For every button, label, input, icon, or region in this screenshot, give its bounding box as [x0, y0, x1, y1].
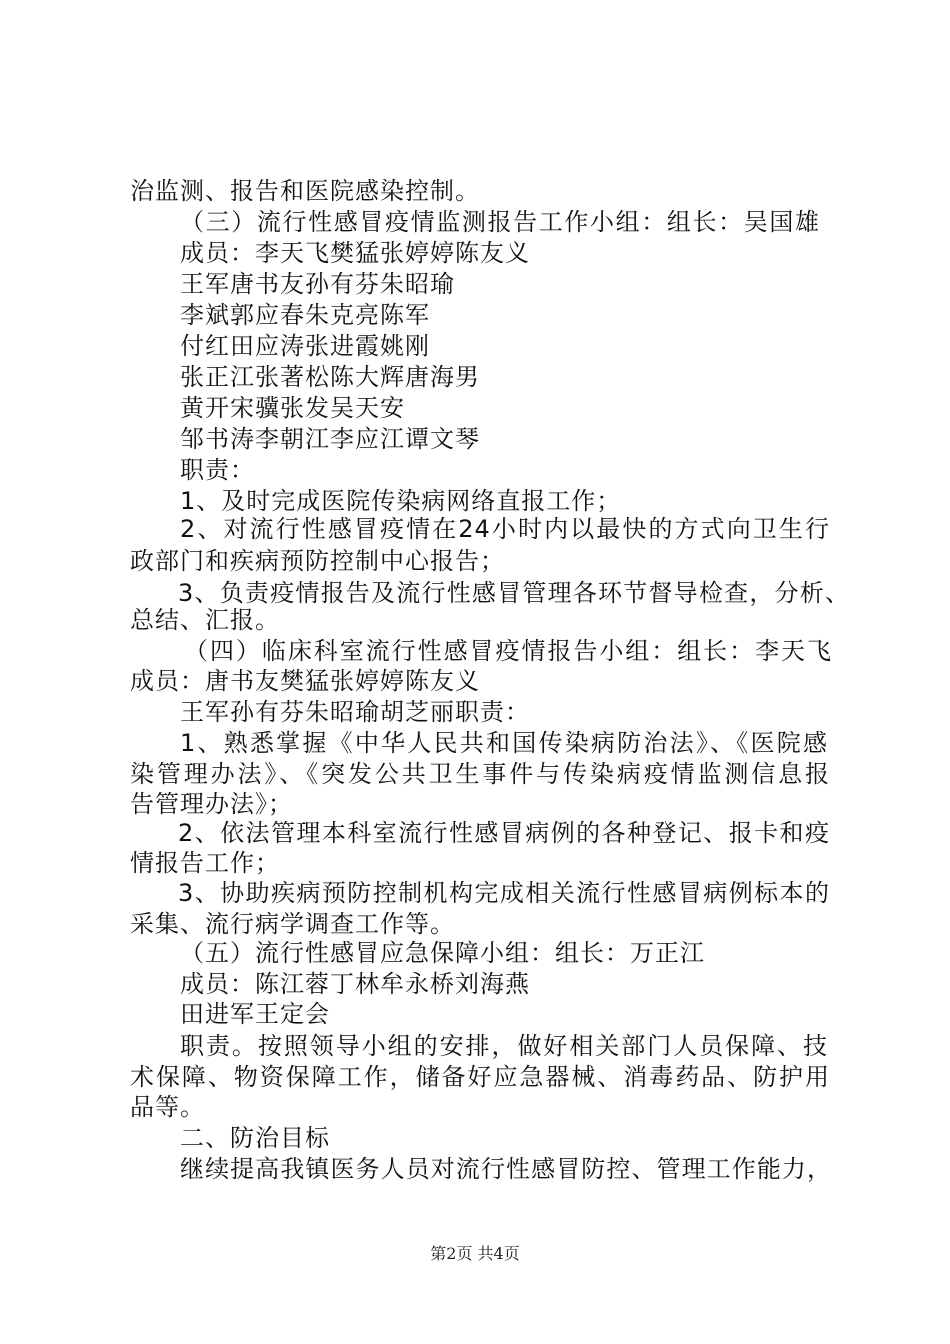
- text-line: 黄开宋骥张发吴天安: [180, 394, 405, 422]
- text-line: 李斌郭应春朱克亮陈军: [180, 301, 430, 329]
- text-line: 告管理办法》；: [130, 790, 293, 818]
- text-line: 品等。: [130, 1093, 205, 1121]
- text-line: （五）流行性感冒应急保障小组：组长：万正江: [180, 939, 705, 967]
- text-line: 情报告工作；: [130, 849, 280, 877]
- text-line: 采集、流行病学调查工作等。: [130, 910, 455, 938]
- text-line: 染管理办法》、《突发公共卫生事件与传染病疫情监测信息报: [130, 760, 830, 788]
- text-line: 总结、汇报。: [130, 606, 280, 634]
- text-line: 职责。按照领导小组的安排，做好相关部门人员保障、技: [180, 1032, 828, 1060]
- text-line: 成员：陈江蓉丁林牟永桥刘海燕: [180, 970, 530, 998]
- text-line: 职责：: [180, 456, 255, 484]
- text-line: 张正江张著松陈大辉唐海男: [180, 363, 480, 391]
- text-line: （三）流行性感冒疫情监测报告工作小组：组长：吴国雄: [180, 208, 820, 236]
- text-line: 成员：李天飞樊猛张婷婷陈友义: [180, 239, 530, 267]
- text-line: 术保障、物资保障工作，储备好应急器械、消毒药品、防护用: [130, 1063, 830, 1091]
- text-line: 成员：唐书友樊猛张婷婷陈友义: [130, 667, 480, 695]
- text-line: （四）临床科室流行性感冒疫情报告小组：组长：李天飞: [184, 637, 832, 665]
- section-heading: 二、防治目标: [180, 1124, 330, 1152]
- text-line: 3、负责疫情报告及流行性感冒管理各环节督导检查，分析、: [178, 579, 850, 607]
- text-line: 政部门和疾病预防控制中心报告；: [130, 547, 505, 575]
- text-line: 2、对流行性感冒疫情在24小时内以最快的方式向卫生行: [180, 515, 830, 543]
- text-line: 邹书涛李朝江李应江谭文琴: [180, 425, 480, 453]
- text-line: 王军唐书友孙有芬朱昭瑜: [180, 270, 455, 298]
- text-line: 付红田应涛张进霞姚刚: [180, 332, 430, 360]
- page-number-footer: 第2页 共4页: [430, 1244, 520, 1263]
- text-line: 王军孙有芬朱昭瑜胡芝丽职责：: [180, 698, 530, 726]
- text-line: 1、及时完成医院传染病网络直报工作；: [180, 487, 622, 515]
- text-line: 3、协助疾病预防控制机构完成相关流行性感冒病例标本的: [178, 879, 830, 907]
- text-line: 继续提高我镇医务人员对流行性感冒防控、管理工作能力，: [180, 1155, 832, 1183]
- text-line: 2、依法管理本科室流行性感冒病例的各种登记、报卡和疫: [178, 819, 830, 847]
- text-line: 田进军王定会: [180, 1000, 330, 1028]
- text-line: 治监测、报告和医院感染控制。: [130, 177, 480, 205]
- text-line: 1、熟悉掌握《中华人民共和国传染病防治法》、《医院感: [180, 729, 828, 757]
